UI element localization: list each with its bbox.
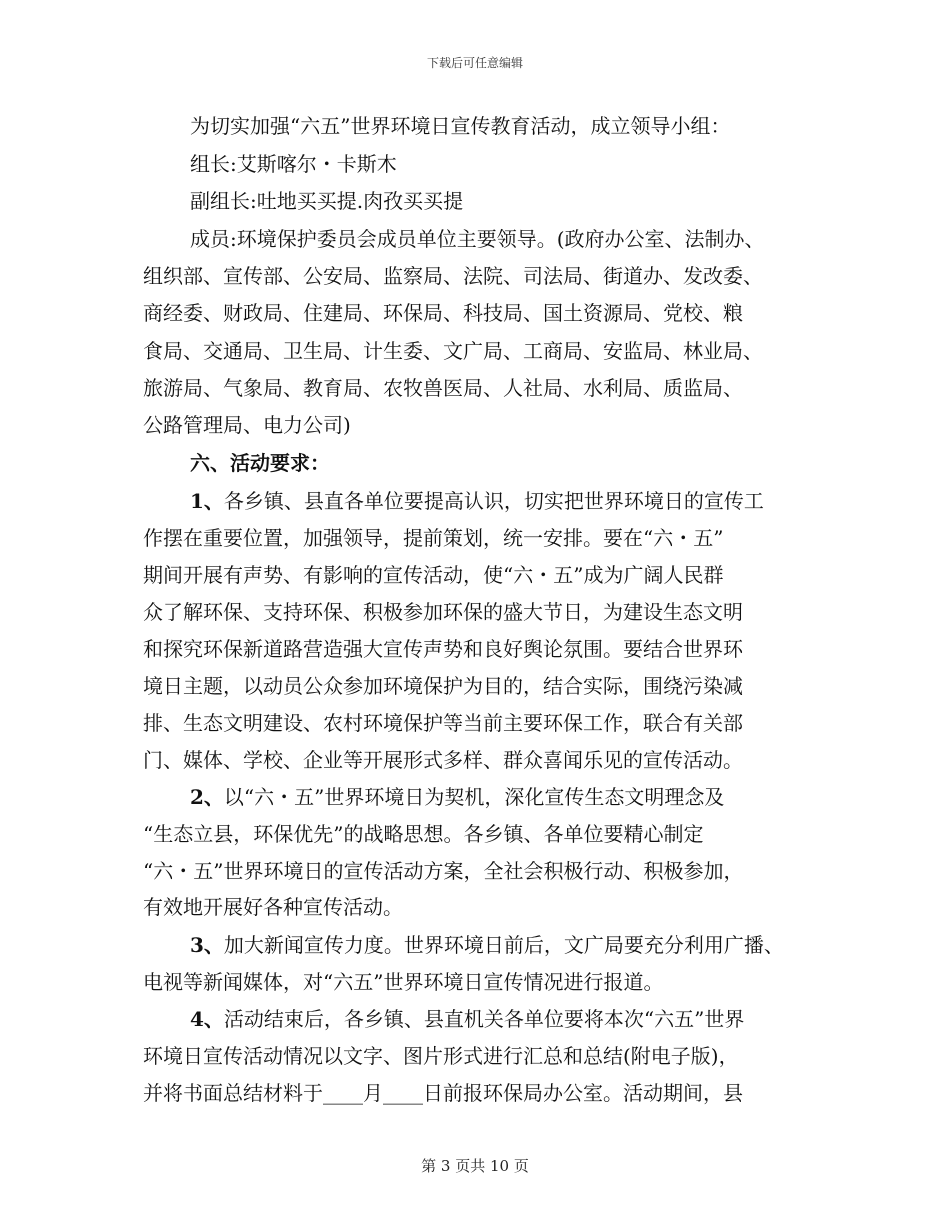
- item-number: 1、: [190, 489, 224, 513]
- paragraph-line: 组织部、宣传部、公安局、监察局、法院、司法局、街道办、发改委、: [143, 264, 763, 288]
- list-item-3-first-line: [190, 931, 870, 959]
- paragraph-line: 有效地开展好各种宣传活动。: [143, 895, 403, 919]
- item-text: 加大新闻宣传力度。世界环境日前后，文广局要充分利用广播、: [223, 933, 784, 957]
- paragraph-line: “六・五”世界环境日的宣传活动方案，全社会积极行动、积极参加，: [143, 859, 744, 883]
- paragraph-line: 副组长:吐地买买提.肉孜买买提: [190, 189, 464, 213]
- paragraph-line: 旅游局、气象局、教育局、农牧兽医局、人社局、水利局、质监局、: [143, 376, 743, 400]
- item-number: 4、: [190, 1007, 224, 1031]
- section-heading: 六、活动要求：: [190, 451, 330, 475]
- paragraph-line: 并将书面总结材料于____月____日前报环保局办公室。活动期间，县: [143, 1081, 743, 1105]
- paragraph-line: 门、媒体、学校、企业等开展形式多样、群众喜闻乐见的宣传活动。: [143, 748, 743, 772]
- paragraph-line: 作摆在重要位置，加强领导，提前策划，统一安排。要在“六・五”: [143, 526, 724, 550]
- page-footer: 第 3 页共 10 页: [421, 1157, 529, 1175]
- list-item-4-first-line: [190, 1005, 870, 1033]
- paragraph-line: “生态立县，环保优先”的战略思想。各乡镇、各单位要精心制定: [143, 822, 704, 846]
- list-item-1-first-line: [190, 487, 870, 515]
- paragraph-line: 境日主题，以动员公众参加环境保护为目的，结合实际，围绕污染减: [143, 674, 743, 698]
- paragraph-line: 排、生态文明建设、农村环境保护等当前主要环保工作，联合有关部: [143, 711, 743, 735]
- paragraph-line: 电视等新闻媒体，对“六五”世界环境日宣传情况进行报道。: [143, 970, 664, 994]
- item-text: 活动结束后，各乡镇、县直机关各单位要将本次“六五”世界: [223, 1007, 745, 1031]
- paragraph-line: 食局、交通局、卫生局、计生委、文广局、工商局、安监局、林业局、: [143, 339, 763, 363]
- item-text: 以“六・五”世界环境日为契机，深化宣传生态文明理念及: [223, 785, 725, 809]
- paragraph-line: 成员:环境保护委员会成员单位主要领导。(政府办公室、法制办、: [190, 227, 765, 251]
- item-number: 2、: [190, 785, 224, 809]
- paragraph-line: 环境日宣传活动情况以文字、图片形式进行汇总和总结(附电子版)，: [143, 1044, 739, 1068]
- page-header: 下载后可任意编辑: [426, 56, 523, 70]
- paragraph-line: 众了解环保、支持环保、积极参加环保的盛大节日，为建设生态文明: [143, 600, 743, 624]
- paragraph-line: 商经委、财政局、住建局、环保局、科技局、国土资源局、党校、粮: [143, 301, 743, 325]
- paragraph-line: 公路管理局、电力公司): [143, 413, 351, 437]
- paragraph-line: 期间开展有声势、有影响的宣传活动，使“六・五”成为广阔人民群: [143, 563, 724, 587]
- item-text: 各乡镇、县直各单位要提高认识，切实把世界环境日的宣传工: [223, 489, 764, 513]
- paragraph-line: 为切实加强“六五”世界环境日宣传教育活动，成立领导小组：: [190, 114, 731, 138]
- list-item-2-first-line: [190, 783, 870, 811]
- item-number: 3、: [190, 933, 224, 957]
- paragraph-line: 和探究环保新道路营造强大宣传声势和良好舆论氛围。要结合世界环: [143, 637, 743, 661]
- paragraph-line: 组长:艾斯喀尔・卡斯木: [190, 152, 397, 176]
